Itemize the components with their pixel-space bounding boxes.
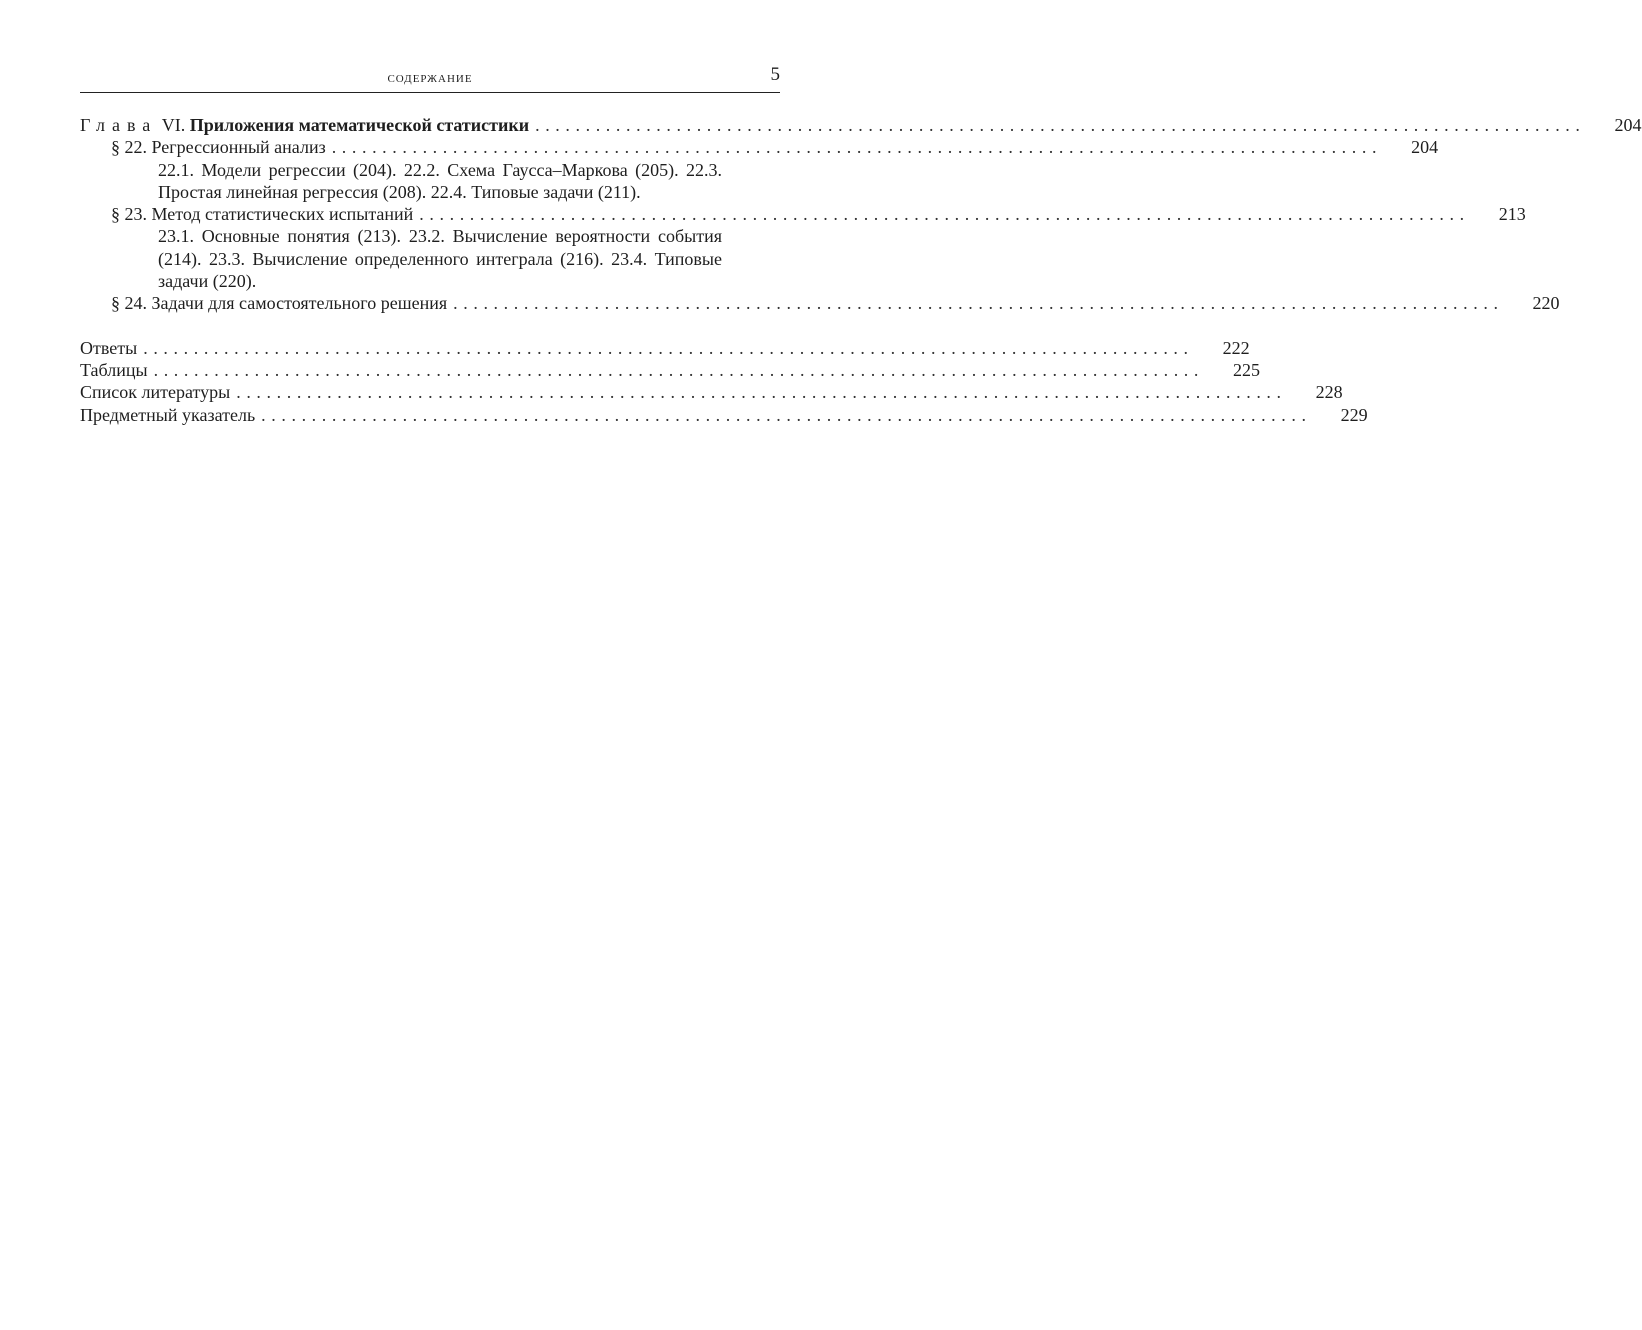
section-label: § 24. Задачи для самостоятельного решения (111, 293, 448, 314)
chapter-label (80, 114, 535, 136)
back-label: Ответы (80, 337, 138, 358)
toc-section-entry (80, 292, 1560, 314)
toc-back-entry (80, 359, 1260, 381)
section-page: 220 (1532, 293, 1560, 314)
table-of-contents (80, 114, 1642, 426)
subsection-list: 23.1. Основные понятия (213). 23.2. Вычисление вероятности события (214). 23.3. Вычисление определенного интеграла (216). 23.4. Типовые задачи (220). (158, 226, 722, 292)
back-label: Предметный указатель (80, 404, 256, 425)
toc-section-entry (80, 136, 1439, 158)
section-label: § 22. Регрессионный анализ (111, 137, 326, 158)
dot-leader: ........................................................................................................ (261, 404, 1312, 425)
back-label: Список литературы (80, 382, 231, 403)
spacer (80, 315, 780, 337)
dot-leader: ........................................................................................................ (331, 137, 1383, 158)
dot-leader: ........................................................................................................ (419, 204, 1470, 225)
section-label: § 23. Метод статистических испытаний (111, 204, 414, 225)
dot-leader: ........................................................................................................ (143, 337, 1194, 358)
chapter-number: VI. (161, 115, 186, 135)
dot-leader: ........................................................................................................ (453, 293, 1504, 314)
page-number: 5 (770, 64, 780, 85)
back-page: 228 (1315, 382, 1343, 403)
toc-back-entry (80, 381, 1343, 403)
dot-leader: ........................................................................................................ (153, 359, 1204, 380)
toc-back-entry (80, 337, 1250, 359)
toc-section-entry (80, 203, 1526, 225)
section-page: 204 (1411, 137, 1439, 158)
back-page: 225 (1233, 359, 1260, 380)
section-page: 213 (1498, 204, 1526, 225)
toc-back-entry (80, 404, 1368, 426)
chapter-title: Приложения математической статистики (189, 115, 530, 135)
subsection-list: 22.1. Модели регрессии (204). 22.2. Схема Гаусса–Маркова (205). 22.3. Простая линейная регрессия (208). 22.4. Типовые задачи (211). (158, 159, 722, 202)
dot-leader: ........................................................................................................ (236, 382, 1287, 403)
chapter-page: 204 (1614, 115, 1642, 135)
running-title: СОДЕРЖАНИЕ (387, 73, 473, 85)
back-page: 222 (1222, 337, 1250, 358)
dot-leader: ........................................................................................................ (535, 115, 1586, 135)
back-label: Таблицы (80, 359, 148, 380)
back-page: 229 (1340, 404, 1368, 425)
toc-chapter-entry (80, 114, 1642, 136)
running-header (80, 64, 780, 93)
chapter-prefix: Глава (80, 115, 158, 135)
